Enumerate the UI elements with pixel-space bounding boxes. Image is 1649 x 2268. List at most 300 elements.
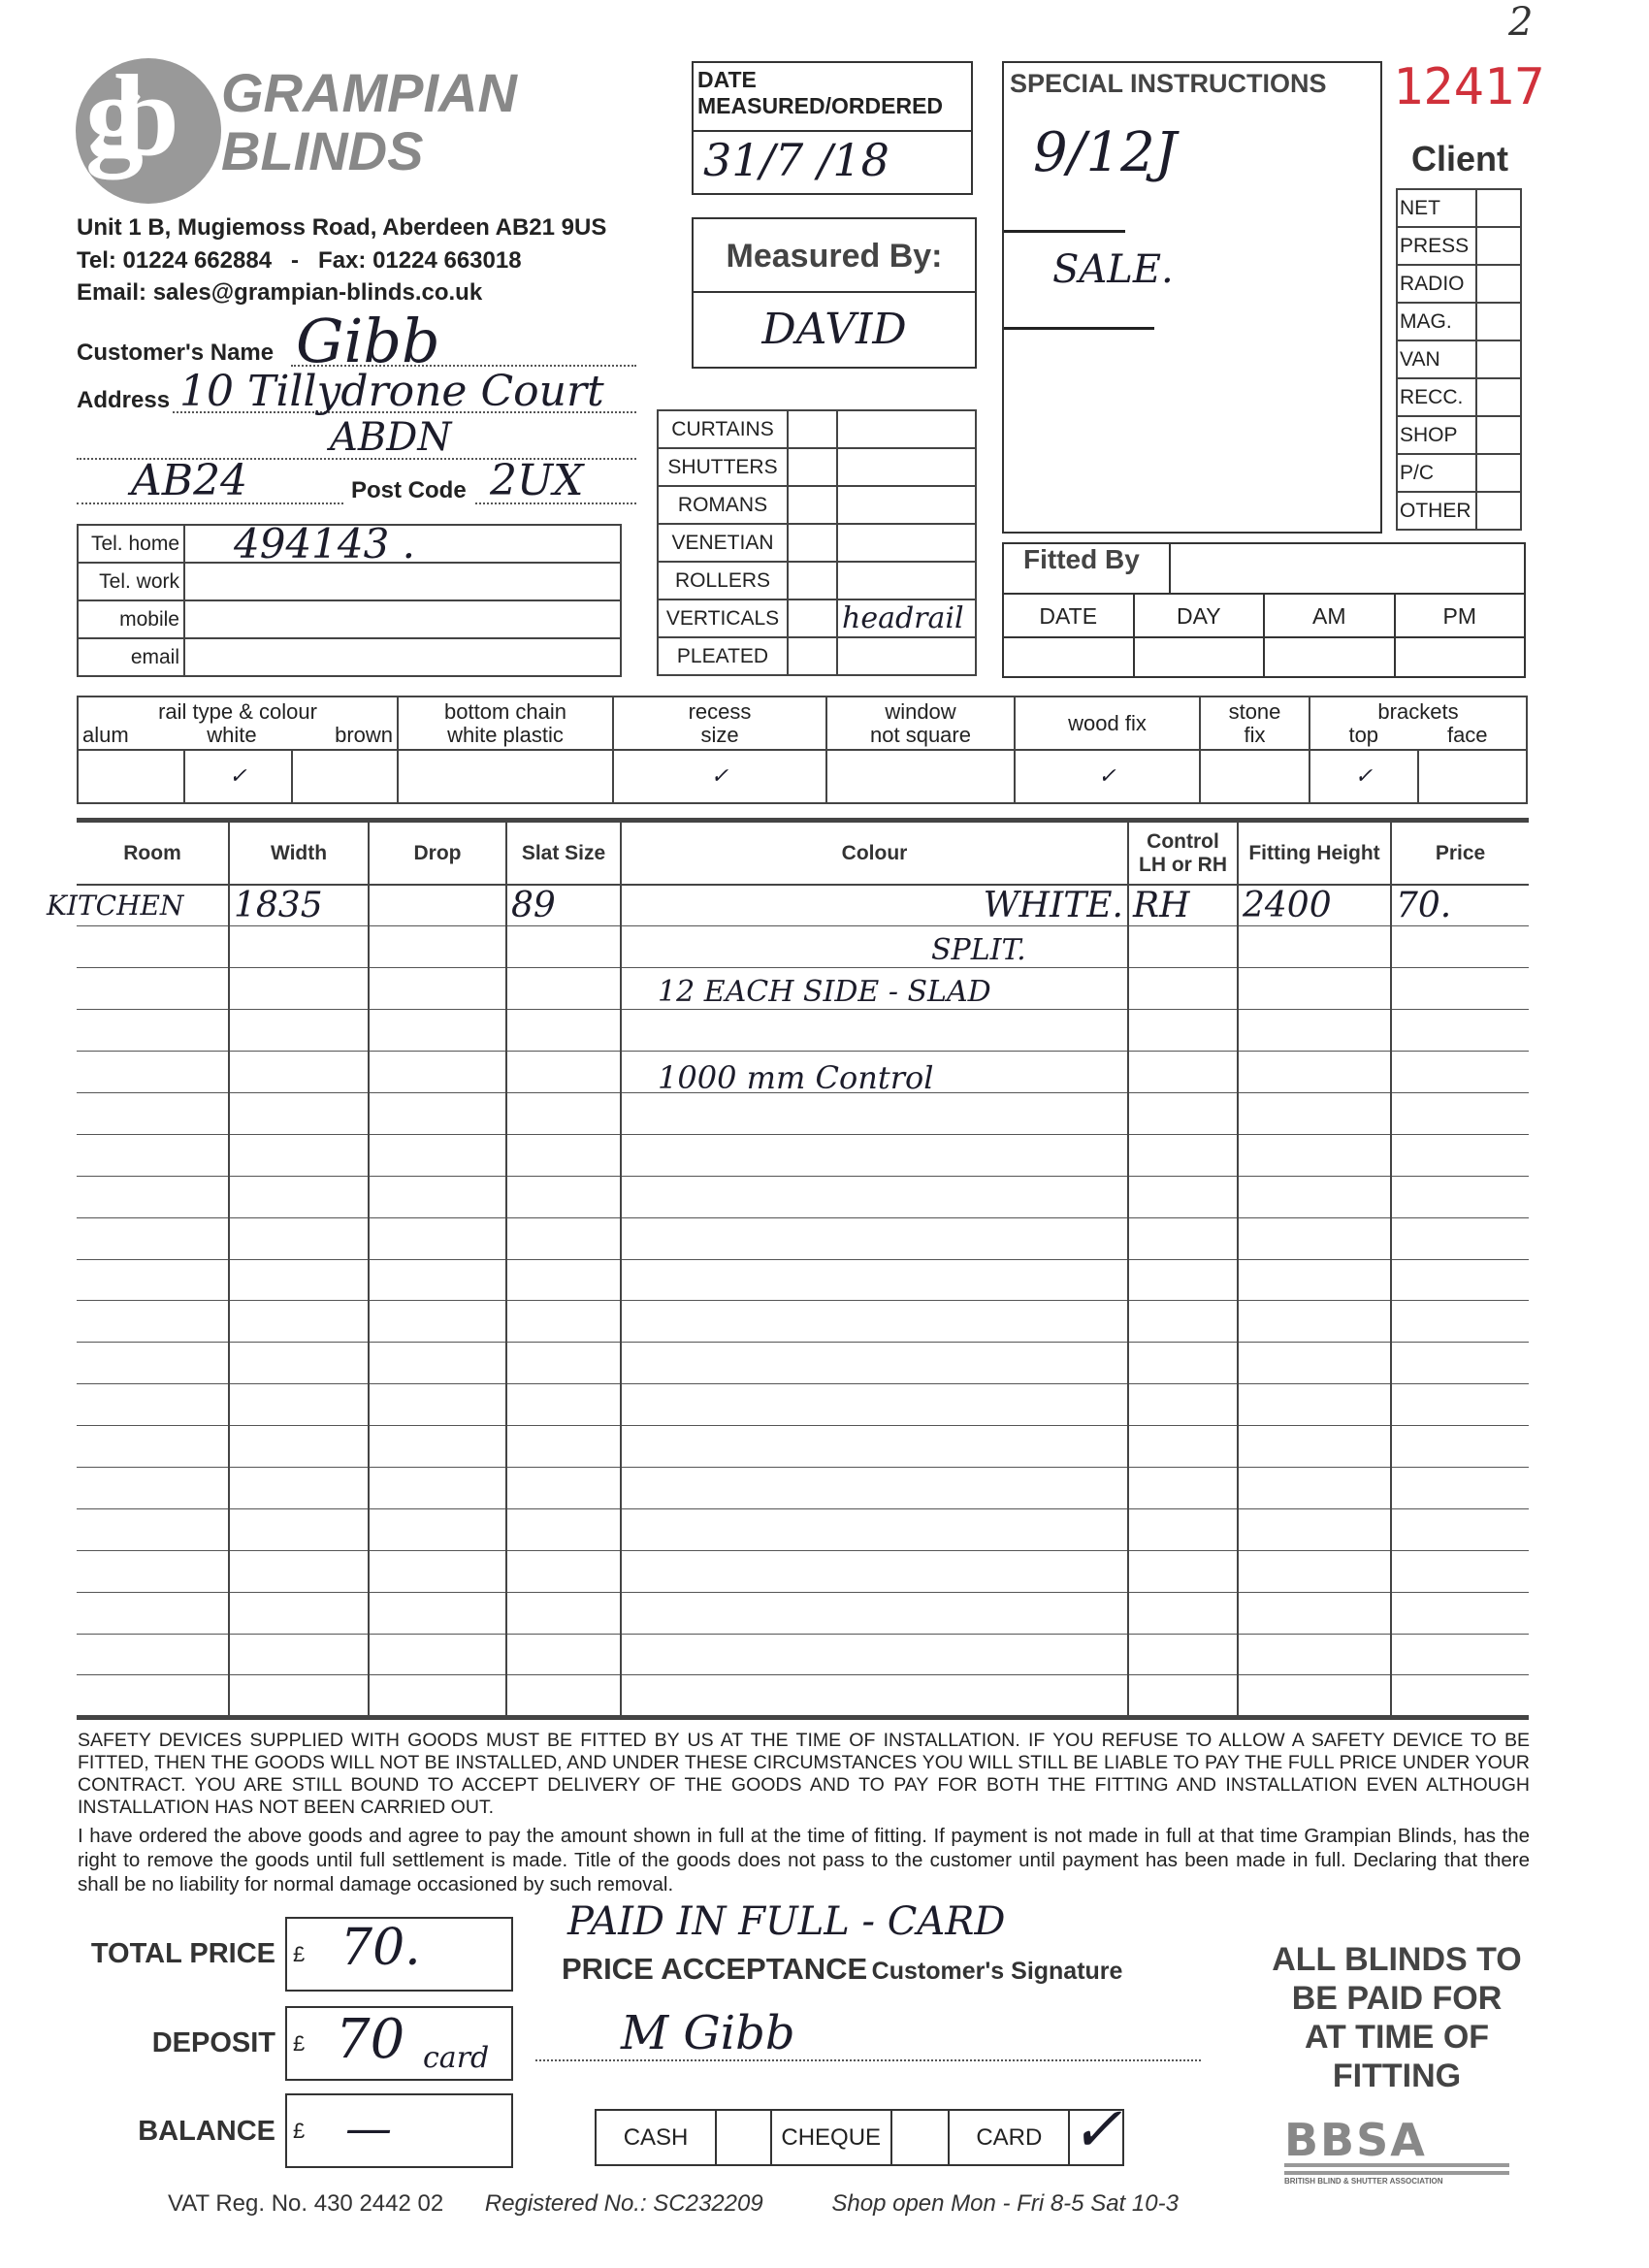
cell-width[interactable] xyxy=(229,1217,369,1259)
table-row xyxy=(77,1467,1529,1508)
cell-room[interactable]: KITCHEN xyxy=(43,885,195,926)
cell-slat[interactable] xyxy=(506,968,621,1010)
cell-drop[interactable] xyxy=(369,1467,506,1508)
table-row xyxy=(77,1426,1529,1468)
cell-drop[interactable] xyxy=(369,1592,506,1634)
balance-value: — xyxy=(345,2101,392,2155)
cell-price[interactable] xyxy=(1391,926,1529,968)
table-bottom-rule xyxy=(77,1715,1529,1720)
blind-type-note[interactable] xyxy=(837,448,976,486)
cell-room[interactable] xyxy=(77,1301,229,1343)
cell-price[interactable] xyxy=(1391,1343,1529,1384)
shop-hours: Shop open Mon - Fri 8-5 Sat 10-3 xyxy=(831,2190,1179,2217)
client-source-checkbox[interactable] xyxy=(1476,189,1521,227)
blind-type-label: ROMANS xyxy=(658,486,788,524)
table-row xyxy=(77,926,1529,968)
contact-table xyxy=(77,519,622,677)
stone-fix-header xyxy=(1200,697,1310,750)
cell-colour[interactable] xyxy=(621,1176,1128,1217)
cell-price[interactable] xyxy=(1391,1259,1529,1301)
cell-height[interactable] xyxy=(1238,1052,1391,1093)
blind-type-checkbox[interactable] xyxy=(788,410,837,448)
cell-slat[interactable] xyxy=(506,1384,621,1426)
cell-price[interactable] xyxy=(1391,1217,1529,1259)
cell-height[interactable]: 2400 xyxy=(1238,885,1391,926)
blind-type-row xyxy=(658,486,976,524)
alum-checkbox[interactable] xyxy=(78,750,184,803)
client-source-row xyxy=(1397,454,1521,492)
client-source-table xyxy=(1396,188,1522,531)
contact-label: mobile xyxy=(78,600,184,638)
client-source-label: RECC. xyxy=(1397,378,1476,416)
column-header: Width xyxy=(229,823,369,885)
cell-room[interactable] xyxy=(77,1508,229,1550)
cell-price[interactable] xyxy=(1391,1384,1529,1426)
cell-width[interactable] xyxy=(229,1426,369,1468)
client-source-checkbox[interactable] xyxy=(1476,303,1521,340)
deposit-note: card xyxy=(423,2041,490,2075)
cell-width[interactable] xyxy=(229,1508,369,1550)
blind-type-checkbox[interactable] xyxy=(788,524,837,562)
cell-colour[interactable] xyxy=(621,1217,1128,1259)
cell-width[interactable] xyxy=(229,1343,369,1384)
cell-drop[interactable] xyxy=(369,1550,506,1592)
cell-colour[interactable] xyxy=(621,1467,1128,1508)
cell-slat[interactable] xyxy=(506,1092,621,1134)
special-instructions-box xyxy=(1002,61,1382,534)
cell-price[interactable] xyxy=(1391,1550,1529,1592)
wood-fix-header: wood fix xyxy=(1015,697,1200,750)
cheque-label: CHEQUE xyxy=(772,2111,892,2164)
contact-value[interactable] xyxy=(184,638,621,676)
cell-colour[interactable] xyxy=(621,1508,1128,1550)
cell-room[interactable] xyxy=(77,1634,229,1675)
cell-price[interactable] xyxy=(1391,1467,1529,1508)
notice-line: AT TIME OF xyxy=(1304,2019,1490,2056)
cell-height[interactable] xyxy=(1238,1092,1391,1134)
fitted-by-col[interactable] xyxy=(1004,595,1135,676)
options-table xyxy=(77,696,1528,804)
colour-note-2: 12 EACH SIDE - SLAD xyxy=(658,975,991,1009)
cell-room[interactable] xyxy=(77,1259,229,1301)
deposit-label: DEPOSIT xyxy=(151,2027,275,2058)
cell-control[interactable] xyxy=(1128,1176,1238,1217)
wood-fix-checkbox[interactable]: ✓ xyxy=(1015,750,1200,803)
cell-control[interactable] xyxy=(1128,1217,1238,1259)
cell-colour[interactable] xyxy=(621,1259,1128,1301)
page-mark: 2 xyxy=(1508,0,1534,45)
cell-height[interactable] xyxy=(1238,1176,1391,1217)
cell-room[interactable] xyxy=(77,1675,229,1717)
contact-value[interactable]: 494143 . xyxy=(184,525,621,563)
cell-width[interactable] xyxy=(229,1675,369,1717)
cell-width[interactable] xyxy=(229,1010,369,1052)
cell-price[interactable] xyxy=(1391,1092,1529,1134)
cell-height[interactable] xyxy=(1238,1301,1391,1343)
client-source-checkbox[interactable] xyxy=(1476,378,1521,416)
client-source-label: OTHER xyxy=(1397,492,1476,530)
cell-slat[interactable] xyxy=(506,1634,621,1675)
fitted-by-col-label: DATE xyxy=(1004,595,1133,638)
cell-height[interactable] xyxy=(1238,1592,1391,1634)
brown-checkbox[interactable] xyxy=(292,750,398,803)
blind-type-row xyxy=(658,410,976,448)
deposit-field[interactable] xyxy=(285,2006,513,2081)
company-name-2: BLINDS xyxy=(221,120,424,181)
cell-price[interactable] xyxy=(1391,1052,1529,1093)
client-source-row xyxy=(1397,416,1521,454)
client-source-checkbox[interactable] xyxy=(1476,492,1521,530)
client-source-label: VAN xyxy=(1397,340,1476,378)
bottom-chain-header xyxy=(398,697,613,750)
cell-height[interactable] xyxy=(1238,1343,1391,1384)
cell-control[interactable] xyxy=(1128,1384,1238,1426)
company-email: Email: sales@grampian-blinds.co.uk xyxy=(77,279,483,306)
cell-drop[interactable] xyxy=(369,1343,506,1384)
column-header: Fitting Height xyxy=(1238,823,1391,885)
cell-control[interactable] xyxy=(1128,1301,1238,1343)
recess-checkbox[interactable]: ✓ xyxy=(613,750,826,803)
client-source-label: P/C xyxy=(1397,454,1476,492)
blind-type-note[interactable] xyxy=(837,562,976,599)
blind-type-note[interactable] xyxy=(837,524,976,562)
cell-width[interactable] xyxy=(229,1092,369,1134)
postcode-label: Post Code xyxy=(351,477,467,503)
recess-label-1: recess xyxy=(688,698,752,724)
cell-height[interactable] xyxy=(1238,1550,1391,1592)
client-source-checkbox[interactable] xyxy=(1476,265,1521,303)
cell-room[interactable] xyxy=(77,968,229,1010)
cell-control[interactable] xyxy=(1128,1052,1238,1093)
cell-width[interactable] xyxy=(229,1134,369,1176)
client-source-row xyxy=(1397,492,1521,530)
cell-width[interactable] xyxy=(229,1176,369,1217)
cell-width[interactable] xyxy=(229,926,369,968)
cell-control[interactable] xyxy=(1128,1675,1238,1717)
cell-drop[interactable] xyxy=(369,1217,506,1259)
client-source-checkbox[interactable] xyxy=(1476,340,1521,378)
cell-drop[interactable] xyxy=(369,1176,506,1217)
date-value[interactable]: 31/7 /18 xyxy=(703,134,889,186)
column-header: Control LH or RH xyxy=(1128,823,1238,885)
postcode-prefix[interactable]: AB24 xyxy=(131,456,248,505)
cell-height[interactable] xyxy=(1238,1508,1391,1550)
column-header: Colour xyxy=(621,823,1128,885)
blind-type-label: SHUTTERS xyxy=(658,448,788,486)
bbsa-logo xyxy=(1284,2114,1509,2186)
price-acceptance-label: PRICE ACCEPTANCE xyxy=(562,1952,868,1986)
window-label-2: not square xyxy=(870,722,971,747)
cell-drop[interactable] xyxy=(369,1384,506,1426)
cell-drop[interactable] xyxy=(369,926,506,968)
table-row xyxy=(77,1217,1529,1259)
notice-line: FITTING xyxy=(1332,2057,1462,2094)
table-row xyxy=(77,1010,1529,1052)
cell-slat[interactable] xyxy=(506,1426,621,1468)
cell-control[interactable] xyxy=(1128,1092,1238,1134)
brown-label: brown xyxy=(335,722,393,747)
cell-height[interactable] xyxy=(1238,1010,1391,1052)
cell-colour[interactable] xyxy=(621,1301,1128,1343)
currency-symbol: £ xyxy=(293,2031,306,2056)
colour-note-1: SPLIT. xyxy=(931,933,1026,967)
fitted-by-columns xyxy=(1004,595,1524,676)
blind-type-checkbox[interactable] xyxy=(788,448,837,486)
cell-drop[interactable] xyxy=(369,1010,506,1052)
total-price-label: TOTAL PRICE xyxy=(90,1938,275,1969)
cell-colour[interactable] xyxy=(621,1343,1128,1384)
contact-value[interactable] xyxy=(184,563,621,600)
blind-type-note[interactable] xyxy=(837,637,976,675)
cell-control[interactable] xyxy=(1128,1259,1238,1301)
cell-width[interactable] xyxy=(229,1301,369,1343)
contact-row xyxy=(78,638,621,676)
window-checkbox[interactable] xyxy=(826,750,1015,803)
table-row xyxy=(77,1092,1529,1134)
cell-slat[interactable] xyxy=(506,1259,621,1301)
stone-fix-checkbox[interactable] xyxy=(1200,750,1310,803)
cell-control[interactable] xyxy=(1128,968,1238,1010)
cell-control[interactable] xyxy=(1128,1134,1238,1176)
special-note-2[interactable]: SALE. xyxy=(1052,247,1174,292)
cell-width[interactable] xyxy=(229,1550,369,1592)
bottom-chain-checkbox[interactable] xyxy=(398,750,613,803)
brackets-face-checkbox[interactable] xyxy=(1418,750,1527,803)
cell-price[interactable] xyxy=(1391,1508,1529,1550)
cell-colour[interactable] xyxy=(621,1010,1128,1052)
client-source-row xyxy=(1397,227,1521,265)
registered-number: Registered No.: SC232209 xyxy=(484,2190,763,2217)
cell-room[interactable] xyxy=(77,1092,229,1134)
client-source-label: RADIO xyxy=(1397,265,1476,303)
cell-slat[interactable] xyxy=(506,1052,621,1093)
cell-colour[interactable] xyxy=(621,1384,1128,1426)
client-source-checkbox[interactable] xyxy=(1476,416,1521,454)
cell-height[interactable] xyxy=(1238,1217,1391,1259)
cell-drop[interactable] xyxy=(369,1052,506,1093)
cell-slat[interactable] xyxy=(506,926,621,968)
cell-room[interactable] xyxy=(77,1176,229,1217)
cell-room[interactable] xyxy=(77,926,229,968)
white-checkbox[interactable]: ✓ xyxy=(184,750,292,803)
cell-slat[interactable] xyxy=(506,1010,621,1052)
fitted-by-value[interactable] xyxy=(1171,544,1524,595)
cell-width[interactable] xyxy=(229,1259,369,1301)
cell-width[interactable] xyxy=(229,1592,369,1634)
contact-value[interactable] xyxy=(184,600,621,638)
cell-width[interactable] xyxy=(229,1467,369,1508)
cell-height[interactable] xyxy=(1238,1634,1391,1675)
cell-colour[interactable] xyxy=(621,1592,1128,1634)
cell-height[interactable] xyxy=(1238,968,1391,1010)
cell-control[interactable]: RH xyxy=(1128,885,1238,926)
client-source-checkbox[interactable] xyxy=(1476,454,1521,492)
client-source-row xyxy=(1397,378,1521,416)
cell-slat[interactable] xyxy=(506,1550,621,1592)
blind-type-row xyxy=(658,448,976,486)
address-label: Address xyxy=(77,387,171,413)
cell-width[interactable]: 1835 xyxy=(229,885,369,926)
special-note-1[interactable]: 9/12J xyxy=(1033,121,1178,184)
cell-price[interactable] xyxy=(1391,1426,1529,1468)
cell-room[interactable] xyxy=(77,1592,229,1634)
cell-slat[interactable] xyxy=(506,1176,621,1217)
company-address: Unit 1 B, Mugiemoss Road, Aberdeen AB21 9US xyxy=(77,214,607,241)
cell-slat[interactable] xyxy=(506,1467,621,1508)
cell-price[interactable] xyxy=(1391,1301,1529,1343)
company-logo xyxy=(76,44,517,204)
card-checkbox[interactable]: ✓ xyxy=(1070,2094,1123,2166)
cell-slat[interactable] xyxy=(506,1675,621,1717)
table-row xyxy=(77,885,1529,926)
cell-width[interactable] xyxy=(229,1052,369,1093)
cell-slat[interactable] xyxy=(506,1217,621,1259)
blind-type-row xyxy=(658,524,976,562)
cell-room[interactable] xyxy=(77,1467,229,1508)
cell-colour[interactable] xyxy=(621,1675,1128,1717)
cell-height[interactable] xyxy=(1238,1426,1391,1468)
brackets-header xyxy=(1310,697,1527,750)
cell-slat[interactable] xyxy=(506,1301,621,1343)
cell-colour[interactable] xyxy=(621,1550,1128,1592)
customer-name-value[interactable]: Gibb xyxy=(296,306,440,376)
blind-type-checkbox[interactable] xyxy=(788,599,837,637)
cell-drop[interactable] xyxy=(369,1301,506,1343)
cell-room[interactable] xyxy=(77,1134,229,1176)
client-source-checkbox[interactable] xyxy=(1476,227,1521,265)
address-value-2[interactable]: ABDN xyxy=(330,415,452,460)
cell-drop[interactable] xyxy=(369,1675,506,1717)
alum-label: alum xyxy=(82,722,129,747)
cell-room[interactable] xyxy=(77,1426,229,1468)
window-header xyxy=(826,697,1015,750)
cell-colour[interactable] xyxy=(621,1092,1128,1134)
cell-price[interactable] xyxy=(1391,1010,1529,1052)
cell-height[interactable] xyxy=(1238,1259,1391,1301)
cell-colour[interactable]: WHITE. xyxy=(621,885,1128,926)
blind-type-note[interactable] xyxy=(837,410,976,448)
chain-label-2: white plastic xyxy=(447,722,564,747)
fitted-by-col[interactable] xyxy=(1135,595,1266,676)
cell-room[interactable] xyxy=(77,1550,229,1592)
cell-control[interactable] xyxy=(1128,1592,1238,1634)
total-price-field[interactable] xyxy=(285,1917,513,1992)
blind-type-checkbox[interactable] xyxy=(788,562,837,599)
cell-control[interactable] xyxy=(1128,1550,1238,1592)
cell-control[interactable] xyxy=(1128,1343,1238,1384)
agreement-text: I have ordered the above goods and agree to pay the amount shown in full at the time of fitting. If payment is not made in full at that time Grampian Blinds, has the right to remove the goods until full settlement is made. Title of the goods does not pass to the customer until payment has been made in full. Declaring that there shall be no liability for normal damage occasioned by such removal. xyxy=(78,1825,1530,1895)
cell-price[interactable]: 70. xyxy=(1391,885,1529,926)
notice-line: BE PAID FOR xyxy=(1291,1980,1503,2017)
cell-drop[interactable] xyxy=(369,1426,506,1468)
cell-height[interactable] xyxy=(1238,1675,1391,1717)
cell-slat[interactable] xyxy=(506,1134,621,1176)
cell-drop[interactable] xyxy=(369,885,506,926)
cell-drop[interactable] xyxy=(369,1259,506,1301)
fitted-by-col[interactable] xyxy=(1265,595,1396,676)
cell-drop[interactable] xyxy=(369,1134,506,1176)
recess-label-2: size xyxy=(700,722,739,747)
postcode-value[interactable]: 2UX xyxy=(490,456,584,505)
cell-drop[interactable] xyxy=(369,1508,506,1550)
cell-drop[interactable] xyxy=(369,1092,506,1134)
cell-price[interactable] xyxy=(1391,1592,1529,1634)
client-source-label: SHOP xyxy=(1397,416,1476,454)
cell-room[interactable] xyxy=(77,1217,229,1259)
cell-room[interactable] xyxy=(77,1052,229,1093)
blind-type-checkbox[interactable] xyxy=(788,486,837,524)
customer-name-label: Customer's Name xyxy=(77,340,275,366)
measured-by-value[interactable]: DAVID xyxy=(761,305,907,354)
brackets-top-checkbox[interactable]: ✓ xyxy=(1310,750,1418,803)
cell-colour[interactable] xyxy=(621,1426,1128,1468)
cell-colour[interactable] xyxy=(621,1134,1128,1176)
blind-type-label: PLEATED xyxy=(658,637,788,675)
cell-height[interactable] xyxy=(1238,1467,1391,1508)
cell-width[interactable] xyxy=(229,1384,369,1426)
cell-room[interactable] xyxy=(77,1010,229,1052)
cell-room[interactable] xyxy=(77,1343,229,1384)
cell-width[interactable] xyxy=(229,1634,369,1675)
blind-type-label: VENETIAN xyxy=(658,524,788,562)
balance-field[interactable] xyxy=(285,2093,513,2168)
cell-slat[interactable] xyxy=(506,1508,621,1550)
cell-room[interactable] xyxy=(77,1384,229,1426)
cell-price[interactable] xyxy=(1391,968,1529,1010)
special-instructions-label: SPECIAL INSTRUCTIONS xyxy=(1010,69,1327,98)
blind-type-note[interactable] xyxy=(837,486,976,524)
cell-control[interactable] xyxy=(1128,1634,1238,1675)
cell-slat[interactable] xyxy=(506,1343,621,1384)
cell-control[interactable] xyxy=(1128,926,1238,968)
cell-control[interactable] xyxy=(1128,1508,1238,1550)
customer-signature[interactable]: M Gibb xyxy=(621,2006,795,2060)
cell-slat[interactable]: 89 xyxy=(506,885,621,926)
cell-drop[interactable] xyxy=(369,1634,506,1675)
brackets-label: brackets xyxy=(1377,698,1459,724)
cell-slat[interactable] xyxy=(506,1592,621,1634)
total-price-value: 70. xyxy=(340,1919,421,1977)
postcode-line-1 xyxy=(77,502,343,504)
cell-price[interactable] xyxy=(1391,1675,1529,1717)
cell-width[interactable] xyxy=(229,968,369,1010)
cell-control[interactable] xyxy=(1128,1426,1238,1468)
client-source-row xyxy=(1397,265,1521,303)
client-source-row xyxy=(1397,303,1521,340)
address-value-1[interactable]: 10 Tillydrone Court xyxy=(179,367,604,416)
blind-type-row xyxy=(658,562,976,599)
cell-height[interactable] xyxy=(1238,1134,1391,1176)
cell-price[interactable] xyxy=(1391,1176,1529,1217)
fitted-by-box xyxy=(1002,542,1526,678)
client-source-label: PRESS xyxy=(1397,227,1476,265)
cell-price[interactable] xyxy=(1391,1634,1529,1675)
cell-height[interactable] xyxy=(1238,926,1391,968)
cell-control[interactable] xyxy=(1128,1467,1238,1508)
cell-control[interactable] xyxy=(1128,1010,1238,1052)
cell-colour[interactable] xyxy=(621,926,1128,968)
cell-price[interactable] xyxy=(1391,1134,1529,1176)
cell-height[interactable] xyxy=(1238,1384,1391,1426)
blind-type-note[interactable]: headrail xyxy=(837,599,976,637)
table-row xyxy=(77,1259,1529,1301)
cash-checkbox[interactable] xyxy=(717,2111,772,2164)
blind-type-checkbox[interactable] xyxy=(788,637,837,675)
cheque-checkbox[interactable] xyxy=(892,2111,951,2164)
cell-drop[interactable] xyxy=(369,968,506,1010)
cell-colour[interactable] xyxy=(621,1634,1128,1675)
fitted-by-col[interactable] xyxy=(1396,595,1525,676)
